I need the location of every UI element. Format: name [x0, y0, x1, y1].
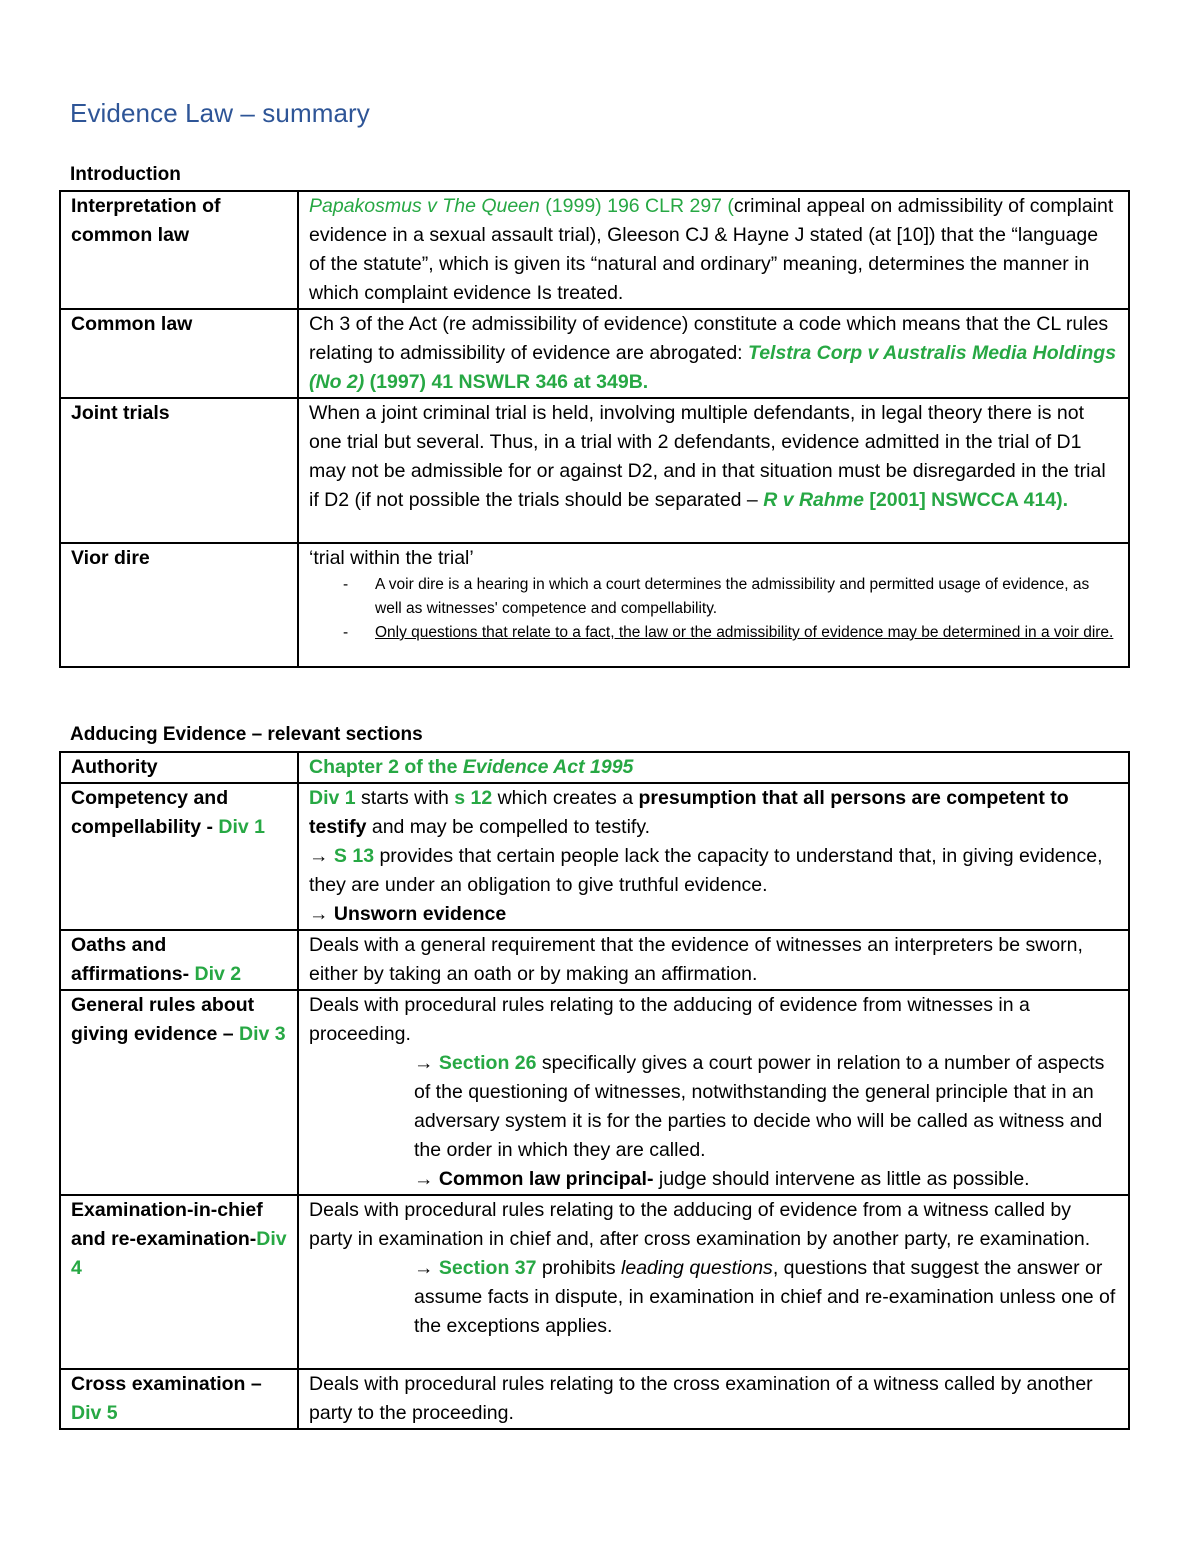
paragraph	[309, 1049, 1118, 1165]
table-row	[60, 191, 1129, 309]
row-content: Deals with a general requirement that the evidence of witnesses an interpreters be sworn, either by taking an oath or by making an affirmation.	[298, 930, 1129, 990]
division-ref: Div 1	[218, 816, 265, 838]
text: specifically gives a court power in relation to a number of aspects of the questioning of witnesses, notwithstanding the general principle that in an adversary system it is for the parties to decide who will be called as witness and the order in which they are called.	[414, 1052, 1105, 1161]
text: starts with	[355, 787, 455, 809]
text: and may be compelled to testify.	[366, 816, 651, 838]
text: Common law principal-	[438, 1168, 654, 1190]
table-row	[60, 930, 1129, 990]
authority-text: Chapter 2 of the	[309, 756, 463, 778]
list-item: - A voir dire is a hearing in which a court determines the admissibility and permitted usage of evidence, as well as witnesses' competence and compellability.	[375, 573, 1118, 621]
row-content	[298, 1195, 1129, 1369]
paragraph	[309, 1254, 1118, 1341]
arrow-icon: →	[414, 1168, 439, 1190]
adducing-heading: Adducing Evidence – relevant sections	[70, 724, 423, 745]
text: prohibits	[536, 1257, 622, 1279]
label-text: Examination-in-chief and re-examination-	[71, 1199, 263, 1250]
paragraph	[309, 842, 1118, 900]
row-text: Ch 3 of the Act (re admissibility of evidence) constitute a code which means that the CL rules relating to admissibility of evidence are abrogated:	[309, 313, 1109, 364]
row-content	[298, 543, 1129, 667]
text: Unsworn evidence	[333, 903, 507, 925]
row-label	[60, 930, 298, 990]
paragraph	[309, 1165, 1118, 1194]
label-text: Oaths and affirmations-	[71, 934, 195, 985]
arrow-icon: →	[309, 903, 334, 925]
act-name: Evidence Act 1995	[462, 756, 634, 778]
row-label	[60, 1369, 298, 1429]
introduction-heading: Introduction	[70, 164, 181, 185]
row-label: Joint trials	[60, 398, 298, 543]
row-label	[60, 990, 298, 1195]
text: , questions that suggest the answer or assume facts in dispute, in examination in chief and re-examination unless one of the exceptions applies.	[414, 1257, 1116, 1337]
introduction-table	[59, 190, 1130, 668]
arrow-icon: →	[414, 1052, 439, 1074]
row-label: Vior dire	[60, 543, 298, 667]
row-text: criminal appeal on admissibility of complaint evidence in a sexual assault trial), Gleeson CJ & Hayne J stated (at [10]) that the “language of the statute”, which is given its “natural and ordinary” meaning, determines the manner in which complaint evidence Is treated.	[309, 195, 1114, 304]
row-label	[60, 1195, 298, 1369]
paragraph: Deals with procedural rules relating to the adducing of evidence from witnesses in a proceeding.	[309, 994, 1030, 1045]
table-row	[60, 543, 1129, 667]
row-label: Interpretation of common law	[60, 191, 298, 309]
section-ref: S 13	[333, 845, 375, 867]
text: leading questions	[621, 1257, 773, 1279]
division-ref: Div 3	[238, 1023, 286, 1045]
paragraph: Deals with procedural rules relating to the adducing of evidence from a witness called by party in examination in chief and, after cross examination by another party, re examination.	[309, 1199, 1091, 1250]
case-citation: (1997) 41 NSWLR 346 at 349B.	[364, 371, 649, 393]
list-item: - Only questions that relate to a fact, the law or the admissibility of evidence may be determined in a voir dire.	[375, 621, 1118, 645]
row-content	[298, 783, 1129, 930]
table-row	[60, 752, 1129, 783]
case-citation: [2001] NSWCCA 414).	[863, 489, 1069, 511]
case-citation: (1999) 196 CLR 297 (	[539, 195, 734, 217]
row-label	[60, 783, 298, 930]
table-row	[60, 1369, 1129, 1429]
label-text: Competency and compellability -	[71, 787, 229, 838]
row-text: When a joint criminal trial is held, involving multiple defendants, in legal theory there is not one trial but several. Thus, in a trial with 2 defendants, evidence admitted in the trial of D1 may not be admissible for or against D2, and in that situation must be disregarded in the trial if D2 (if not possible the trials should be separated –	[309, 402, 1106, 511]
row-content	[298, 191, 1129, 309]
division-ref: Div 5	[71, 1402, 118, 1424]
table-row	[60, 990, 1129, 1195]
row-content	[298, 990, 1129, 1195]
adducing-table	[59, 751, 1130, 1430]
paragraph	[309, 900, 1118, 929]
division-ref: Div 1	[309, 787, 356, 809]
label-text: General rules about giving evidence –	[71, 994, 255, 1045]
arrow-icon: →	[309, 845, 334, 867]
row-label: Authority	[60, 752, 298, 783]
section-ref: Section 26	[438, 1052, 537, 1074]
arrow-icon: →	[414, 1257, 439, 1279]
label-text: Cross examination –	[71, 1373, 262, 1395]
document-title: Evidence Law – summary	[70, 98, 370, 128]
text: which creates a	[492, 787, 639, 809]
paragraph	[309, 784, 1118, 842]
case-name: Telstra Corp v Australis Media Holdings (No 2)	[309, 342, 1117, 393]
division-ref: Div 4	[71, 1228, 287, 1279]
table-row	[60, 783, 1129, 930]
bullet-list	[309, 573, 1118, 645]
text: presumption that all persons are competent to testify	[309, 787, 1069, 838]
section-ref: s 12	[454, 787, 493, 809]
row-content: Deals with procedural rules relating to the cross examination of a witness called by another party to the proceeding.	[298, 1369, 1129, 1429]
row-label: Common law	[60, 309, 298, 398]
row-text: ‘trial within the trial’	[309, 547, 474, 569]
division-ref: Div 2	[194, 963, 242, 985]
text: provides that certain people lack the capacity to understand that, in giving evidence, they are under an obligation to give truthful evidence.	[309, 845, 1103, 896]
row-content	[298, 309, 1129, 398]
row-content	[298, 398, 1129, 543]
row-content	[298, 752, 1129, 783]
text: judge should intervene as little as possible.	[653, 1168, 1030, 1190]
table-row	[60, 398, 1129, 543]
table-row	[60, 1195, 1129, 1369]
section-ref: Section 37	[438, 1257, 537, 1279]
table-row	[60, 309, 1129, 398]
case-name: R v Rahme	[763, 489, 864, 511]
case-name: Papakosmus v The Queen	[309, 195, 540, 217]
